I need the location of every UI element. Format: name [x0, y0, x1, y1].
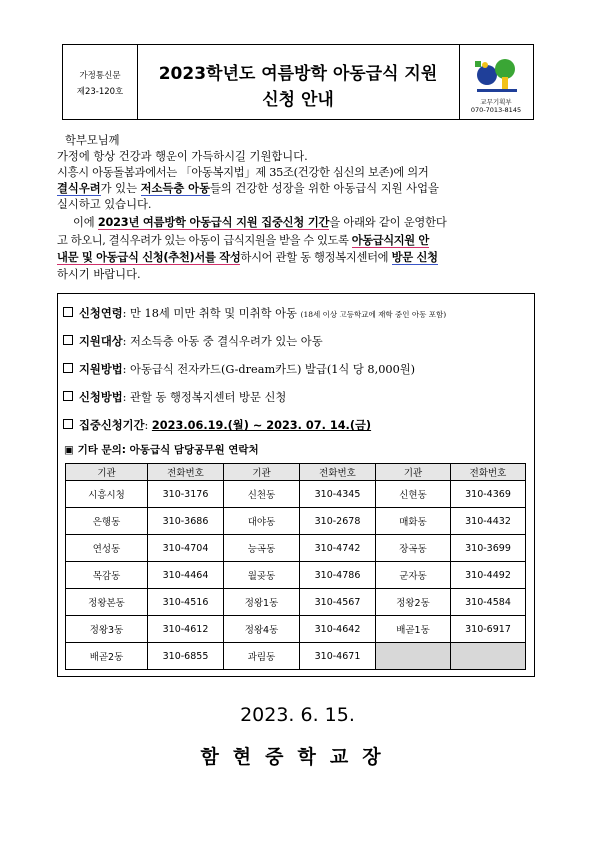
phone-cell: 310-4492	[451, 562, 526, 589]
office-cell: 월곶동	[224, 562, 300, 589]
item-target-value: : 저소득층 아동 중 결식우려가 있는 아동	[122, 335, 323, 348]
checkbox-icon	[63, 419, 73, 429]
intro-line-5-lead: 이에	[73, 216, 98, 229]
dept-name: 교무기획부	[480, 98, 512, 106]
office-cell: 정왕4동	[224, 616, 300, 643]
contact-title: ▣ 기타 문의: 아동급식 담당공무원 연락처	[64, 444, 259, 456]
office-cell: 목감동	[66, 562, 148, 589]
item-age	[63, 305, 446, 321]
phone-cell: 310-4742	[300, 535, 376, 562]
intro-line-6	[57, 234, 429, 248]
item-period-sep: :	[144, 419, 152, 432]
intro-line-3-rest: 들의 건강한 성장을 위한 아동급식 지원 사업을	[210, 182, 439, 195]
office-cell: 장곡동	[376, 535, 451, 562]
intro-line-5-rest: 을 아래와 같이 운영한다	[329, 216, 447, 229]
logo-cell	[459, 45, 533, 119]
intro-line-2: 시흥시 아동돌봄과에서는 「아동복지법」제 35조(건강한 심신의 보존)에 의거	[57, 166, 429, 179]
phone-cell: 310-4671	[300, 643, 376, 670]
table-row	[66, 643, 526, 670]
col-header: 기관	[66, 464, 148, 481]
col-header: 전화번호	[300, 464, 376, 481]
office-cell: 능곡동	[224, 535, 300, 562]
item-apply	[63, 389, 286, 405]
intro-line-8: 하시기 바랍니다.	[57, 268, 141, 281]
table-row	[66, 508, 526, 535]
office-cell: 군자동	[376, 562, 451, 589]
intro-line-7	[57, 251, 438, 265]
checkbox-icon	[63, 363, 73, 373]
office-cell: 대야동	[224, 508, 300, 535]
emph-visit: 방문 신청	[391, 251, 438, 264]
phone-cell: 310-4642	[300, 616, 376, 643]
phone-cell: 310-4432	[451, 508, 526, 535]
title-line-2: 신청 안내	[262, 90, 334, 110]
office-cell: 정왕3동	[66, 616, 148, 643]
contact-table	[65, 463, 526, 670]
emph-guide: 아동급식지원 안	[351, 234, 429, 247]
col-header: 전화번호	[451, 464, 526, 481]
intro-line-5	[73, 216, 447, 230]
emph-meal-risk: 결식우려	[57, 182, 101, 195]
title-cell	[137, 45, 460, 119]
doc-info-cell	[63, 45, 138, 119]
table-row	[66, 535, 526, 562]
item-age-note: (18세 이상 고등학교에 재학 중인 아동 포함)	[300, 310, 447, 319]
item-period-label: 집중신청기간	[79, 419, 145, 432]
office-cell: 연성동	[66, 535, 148, 562]
phone-cell: 310-4464	[148, 562, 224, 589]
table-row	[66, 616, 526, 643]
table-row	[66, 589, 526, 616]
office-cell: 시흥시청	[66, 481, 148, 508]
item-period	[63, 417, 371, 433]
contact-header-row	[66, 464, 526, 481]
phone-cell: 310-6917	[451, 616, 526, 643]
phone-cell: 310-3176	[148, 481, 224, 508]
greeting: 학부모님께	[65, 134, 120, 147]
phone-cell: 310-4369	[451, 481, 526, 508]
office-cell: 과림동	[224, 643, 300, 670]
phone-cell: 310-4345	[300, 481, 376, 508]
office-cell: 매화동	[376, 508, 451, 535]
principal-signature: 함현중학교장	[200, 746, 395, 768]
item-method-value: : 아동급식 전자카드(G-dream카드) 발급(1식 당 8,000원)	[122, 363, 416, 376]
phone-cell: 310-4704	[148, 535, 224, 562]
phone-cell: 310-3699	[451, 535, 526, 562]
col-header: 기관	[224, 464, 300, 481]
item-age-value: : 만 18세 미만 취학 및 미취학 아동	[122, 307, 301, 320]
office-cell: 은행동	[66, 508, 148, 535]
office-cell: 신현동	[376, 481, 451, 508]
intro-line-4: 실시하고 있습니다.	[57, 198, 152, 211]
checkbox-icon	[63, 307, 73, 317]
phone-cell: 310-2678	[300, 508, 376, 535]
col-header: 기관	[376, 464, 451, 481]
phone-cell: 310-4584	[451, 589, 526, 616]
office-cell: 신천동	[224, 481, 300, 508]
header-box	[62, 44, 534, 120]
phone-cell	[451, 643, 526, 670]
checkbox-icon	[63, 335, 73, 345]
office-cell	[376, 643, 451, 670]
dept-phone: 070-7013-8145	[470, 106, 522, 114]
phone-cell: 310-4516	[148, 589, 224, 616]
item-age-label: 신청연령	[79, 307, 123, 320]
table-row	[66, 481, 526, 508]
emph-low-income: 저소득층 아동	[140, 182, 210, 195]
item-target-label: 지원대상	[79, 335, 123, 348]
issue-date: 2023. 6. 15.	[240, 704, 355, 726]
office-cell: 정왕1동	[224, 589, 300, 616]
school-logo-icon	[471, 53, 521, 95]
office-cell: 정왕2동	[376, 589, 451, 616]
phone-cell: 310-4612	[148, 616, 224, 643]
checkbox-icon	[63, 391, 73, 401]
emph-period: 2023년 여름방학 아동급식 지원 집중신청 기간	[97, 216, 330, 229]
doc-type: 가정통신문	[79, 71, 121, 81]
intro-line-1: 가정에 항상 건강과 행운이 가득하시길 기원합니다.	[57, 150, 308, 163]
intro-line-3	[57, 182, 439, 196]
table-row	[66, 562, 526, 589]
phone-cell: 310-3686	[148, 508, 224, 535]
intro-line-6-text: 고 하오니, 결식우려가 있는 아동이 급식지원을 받을 수 있도록	[57, 234, 352, 247]
item-apply-label: 신청방법	[79, 391, 123, 404]
intro-line-7-text: 하시어 관할 동 행정복지센터에	[240, 251, 392, 264]
office-cell: 정왕본동	[66, 589, 148, 616]
emph-form: 내문 및 아동급식 신청(추천)서를 작성	[57, 251, 241, 264]
phone-cell: 310-6855	[148, 643, 224, 670]
item-method-label: 지원방법	[79, 363, 123, 376]
item-period-value: 2023.06.19.(월) ~ 2023. 07. 14.(금)	[151, 419, 372, 432]
office-cell: 배곧2동	[66, 643, 148, 670]
office-cell: 배곧1동	[376, 616, 451, 643]
title-line-1: 2023학년도 여름방학 아동급식 지원	[158, 64, 438, 84]
phone-cell: 310-4567	[300, 589, 376, 616]
item-target	[63, 333, 323, 349]
intro-line-3-text: 가 있는	[100, 182, 141, 195]
col-header: 전화번호	[148, 464, 224, 481]
phone-cell: 310-4786	[300, 562, 376, 589]
item-apply-value: : 관할 동 행정복지센터 방문 신청	[122, 391, 287, 404]
item-method	[63, 361, 415, 377]
doc-number: 제23-120호	[76, 87, 124, 97]
